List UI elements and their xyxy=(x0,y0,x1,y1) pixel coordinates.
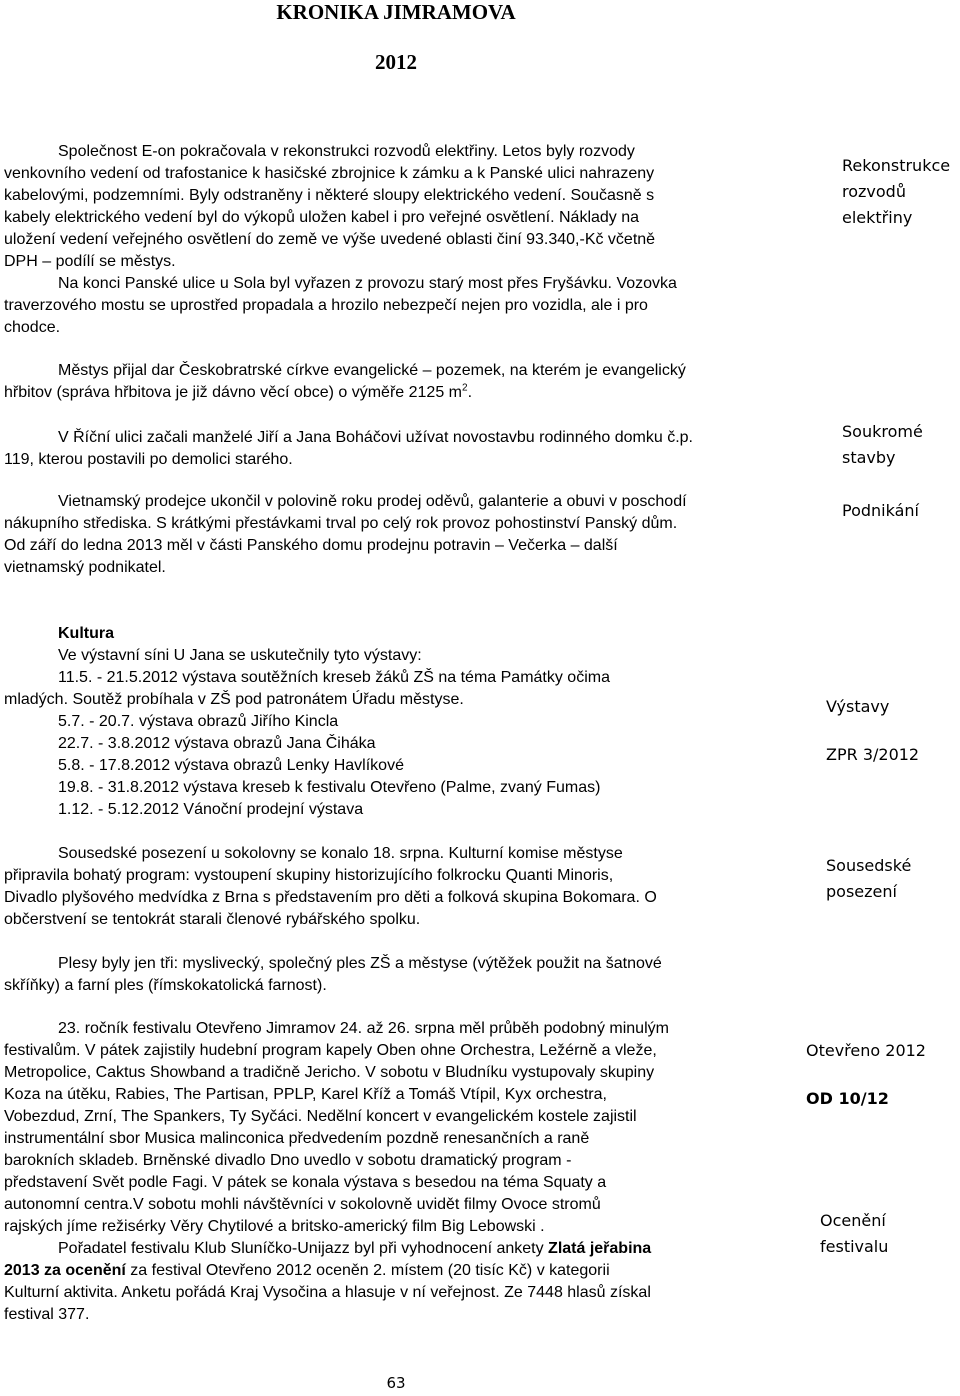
text-line: představení Svět podle Fagi. V pátek se konala výstava s besedou na téma Squaty a xyxy=(4,1174,607,1191)
text-line: rajských jíme režisérky Věry Chytilové a britsko-americký film Big Lebowski . xyxy=(4,1218,545,1235)
award-name: Zlatá jeřabina xyxy=(548,1240,652,1257)
text-line: Společnost E-on pokračovala v rekonstrukci rozvodů elektřiny. Letos byly rozvody xyxy=(58,143,635,160)
text-line: 5.7. - 20.7. výstava obrazů Jiřího Kincla xyxy=(58,713,339,730)
sidenote-line: posezení xyxy=(826,882,897,901)
sidenote-line: Sousedské xyxy=(826,856,912,875)
text-line: Vietnamský prodejce ukončil v polovině roku prodej oděvů, galanterie a obuvi v poschodí xyxy=(58,493,687,510)
sidenote-line: OD 10/12 xyxy=(806,1089,889,1108)
paragraph-eon xyxy=(4,141,810,339)
sidenote-line: elektřiny xyxy=(842,208,913,227)
text-line: kabely elektrického vedení byl do výkopů uložen kabel i pro veřejné osvětlení. Náklady na xyxy=(4,209,640,226)
paragraph-balls xyxy=(4,953,810,997)
sidenote-line: Podnikání xyxy=(842,501,919,520)
text-line: festival 377. xyxy=(4,1306,90,1323)
text-line: instrumentální sbor Musica malinconica předvedením pozdně renesančních a raně xyxy=(4,1130,590,1147)
text-line: kabelovými, podzemními. Byly odstraněny i některé sloupy elektrického vedení. Současně s xyxy=(4,187,655,204)
text-line: Vobezdud, Zrní, The Spankers, Ty Syčáci. Nedělní koncert v evangelickém kostele zajistil xyxy=(4,1108,637,1125)
text-line: 1.12. - 5.12.2012 Vánoční prodejní výstava xyxy=(58,801,364,818)
text-line: DPH – podílí se městys. xyxy=(4,253,176,270)
text-line: barokních skladeb. Brněnské divadlo Dno uvedlo v sobotu dramatický program - xyxy=(4,1152,572,1169)
text-line: 22.7. - 3.8.2012 výstava obrazů Jana Čiháka xyxy=(58,735,376,752)
chronicle-title: KRONIKA JIMRAMOVA xyxy=(276,0,516,24)
sidenote-exhibitions xyxy=(826,694,960,720)
text-line: 5.8. - 17.8.2012 výstava obrazů Lenky Havlíkové xyxy=(58,757,404,774)
text-line xyxy=(4,382,810,404)
text-line: mladých. Soutěž probíhala v ZŠ pod patronátem Úřadu městyse. xyxy=(4,691,464,708)
text-line: V Říční ulici začali manželé Jiří a Jana Boháčovi užívat novostavbu rodinného domku č.p. xyxy=(58,429,693,446)
text-line: uložení vedení veřejného osvětlení do země ve výše uvedené oblasti činí 93.340,-Kč včetně xyxy=(4,231,656,248)
text-fragment: za festival Otevřeno 2012 oceněn 2. místem (20 tisíc Kč) v kategorii xyxy=(125,1262,610,1279)
paragraph-church xyxy=(4,360,810,404)
sidenote-line: Rekonstrukce xyxy=(842,156,951,175)
text-line: nákupního střediska. S krátkými přestávkami trval po celý rok provoz pohostinství Panský dům. xyxy=(4,515,678,532)
sidenote-line: rozvodů xyxy=(842,182,906,201)
text-fragment: hřbitov (správa hřbitova je již dávno věcí obce) o výměře 2125 m xyxy=(4,384,462,401)
sidenote-line: Ocenění xyxy=(820,1211,886,1230)
sidenote-festival xyxy=(806,1038,960,1064)
text-line: 19.8. - 31.8.2012 výstava kreseb k festivalu Otevřeno (Palme, zvaný Fumas) xyxy=(58,779,601,796)
text-line: 11.5. - 21.5.2012 výstava soutěžních kreseb žáků ZŠ na téma Památky očima xyxy=(58,669,610,686)
paragraph-house xyxy=(4,427,810,471)
text-line: autonomní centra.V sobotu mohli návštěvníci v sokolovně uvidět filmy Ovoce stromů xyxy=(4,1196,601,1213)
sidenote-neighbors xyxy=(826,853,960,905)
sidenote-od xyxy=(806,1086,940,1112)
text-line: venkovního vedení od trafostanice k hasičské zbrojnice k zámku a k Panské ulici nahrazeny xyxy=(4,165,655,182)
text-line: Ve výstavní síni U Jana se uskutečnily tyto výstavy: xyxy=(58,647,422,664)
sidenote-zpr xyxy=(826,742,960,768)
text-line: občerstvení se tentokrát starali členové rybářského spolku. xyxy=(4,911,421,928)
text-line: Na konci Panské ulice u Sola byl vyřazen z provozu starý most přes Fryšávku. Vozovka xyxy=(58,275,677,292)
sidenote-private xyxy=(842,419,960,471)
paragraph-festival xyxy=(4,1018,810,1326)
text-line: chodce. xyxy=(4,319,61,336)
sidenote-line: stavby xyxy=(842,448,896,467)
text-line: Koza na útěku, Rabies, The Partisan, PPLP, Karel Kříž a Tomáš Vtípil, Kyx orchestra, xyxy=(4,1086,607,1103)
text-line: Sousedské posezení u sokolovny se konalo 18. srpna. Kulturní komise městyse xyxy=(58,845,623,862)
sidenote-line: ZPR 3/2012 xyxy=(826,745,920,764)
text-fragment: . xyxy=(467,384,473,401)
sidenote-line: Výstavy xyxy=(826,697,890,716)
text-line: připravila bohatý program: vystoupení skupiny historizujícího folkrocku Quanti Minoris, xyxy=(4,867,614,884)
text-line: skříňky) a farní ples (římskokatolická farnost). xyxy=(4,977,327,994)
page-number: 63 xyxy=(386,1374,406,1392)
text-line xyxy=(4,1260,810,1282)
sidenote-electric xyxy=(842,153,960,231)
paragraph-culture xyxy=(4,623,810,821)
text-line: Divadlo plyšového medvídka z Brna s představením pro děti a folková skupina Bokomara. O xyxy=(4,889,657,906)
text-line: vietnamský podnikatel. xyxy=(4,559,166,576)
paragraph-neighbors xyxy=(4,843,810,931)
text-line xyxy=(4,1238,810,1260)
text-line: Metropolice, Caktus Showband a tradičně Jericho. V sobotu v Bludníku vystupovaly skupiny xyxy=(4,1064,655,1081)
text-line: 119, kterou postavili po demolici starého. xyxy=(4,451,293,468)
text-line: Od září do ledna 2013 měl v části Panského domu prodejnu potravin – Večerka – další xyxy=(4,537,618,554)
text-fragment: Pořadatel festivalu Klub Sluníčko-Unijazz byl při vyhodnocení ankety xyxy=(58,1240,549,1257)
sidenote-line: Otevřeno 2012 xyxy=(806,1041,926,1060)
superscript: 2 xyxy=(462,382,468,394)
paragraph-business xyxy=(4,491,810,579)
text-line: Plesy byly jen tři: myslivecký, společný ples ZŠ a městyse (výtěžek použit na šatnové xyxy=(58,955,662,972)
award-name: 2013 za ocenění xyxy=(4,1262,126,1279)
text-line: festivalům. V pátek zajistily hudební program kapely Oben ohne Orchestra, Ležérně a vleže, xyxy=(4,1042,657,1059)
text-line: 23. ročník festivalu Otevřeno Jimramov 24. až 26. srpna měl průběh podobný minulým xyxy=(58,1020,669,1037)
section-heading: Kultura xyxy=(58,625,114,642)
text-line: Městys přijal dar Českobratrské církve evangelické – pozemek, na kterém je evangelický xyxy=(58,362,686,379)
text-line: traverzového mostu se uprostřed propadala a hrozilo nebezpečí nejen pro vozidla, ale i pro xyxy=(4,297,648,314)
sidenote-line: Soukromé xyxy=(842,422,923,441)
text-line: Kulturní aktivita. Anketu pořádá Kraj Vysočina a hlasuje v ní veřejnost. Ze 7448 hlasů získal xyxy=(4,1284,651,1301)
chronicle-year: 2012 xyxy=(375,50,417,74)
sidenote-line: festivalu xyxy=(820,1237,889,1256)
sidenote-award xyxy=(820,1208,954,1260)
sidenote-business xyxy=(842,498,960,524)
